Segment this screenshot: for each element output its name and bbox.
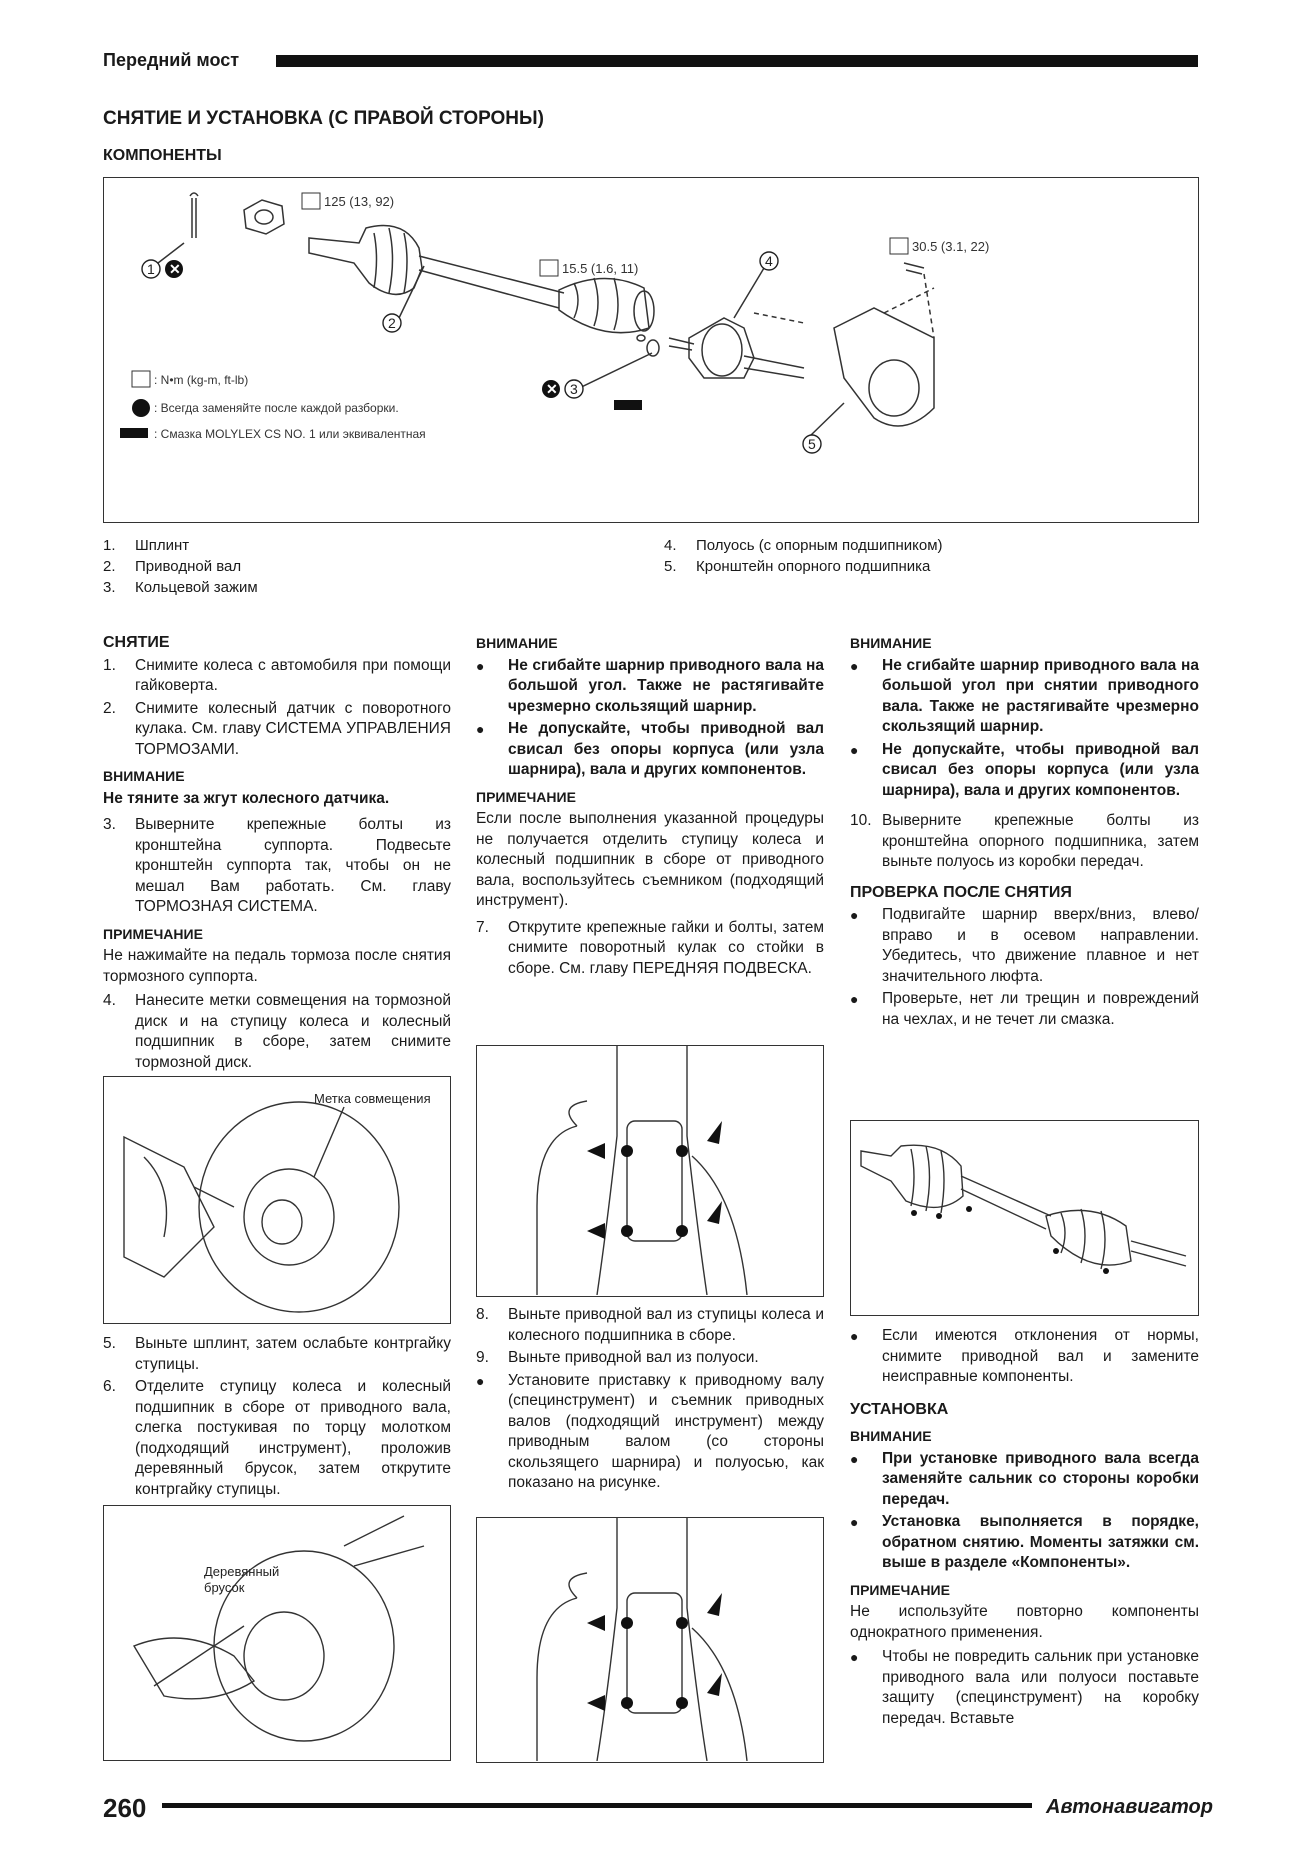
step-5: 5. Выньте шплинт, затем ослабьте контргайку ступицы.: [103, 1335, 451, 1373]
legend-item: 3. Кольцевой зажим: [103, 579, 258, 596]
arrow-icon: [587, 1615, 605, 1631]
arrow-icon: [707, 1593, 722, 1616]
step-7: 7. Открутите крепежные гайки и болты, затем снимите поворотный кулак со стойки в сборе. См. главу ПЕРЕДНЯЯ ПОДВЕСКА.: [476, 918, 824, 977]
torque-value-2: 15.5 (1.6, 11): [562, 261, 639, 276]
callout-2-label: 2: [388, 315, 396, 331]
column-1-lower: [103, 1334, 451, 1502]
torque-icon: [302, 193, 320, 209]
footer-rule: [162, 1803, 1032, 1808]
caution-bullet: ● Не сгибайте шарнир приводного вала на большой угол при снятии приводного вала. Также не растягивайте чрезмерно скользящий шарнир.: [850, 656, 1199, 738]
callout-3-label: 3: [570, 381, 578, 397]
hammer-hub-illustration: [104, 1506, 449, 1759]
boot-inspection-figure: [850, 1120, 1199, 1316]
arrow-icon: [707, 1673, 722, 1696]
callout-5-label: 5: [808, 436, 816, 452]
grease-key-icon: [120, 428, 148, 438]
torque-value-3: 30.5 (3.1, 22): [912, 239, 990, 254]
step-2: 2. Снимите колесный датчик с поворотного кулака. См. главу СИСТЕМА УПРАВЛЕНИЯ ТОРМОЗАМИ.: [103, 699, 451, 758]
page-number: 260: [103, 1793, 147, 1823]
parts-legend-right: [664, 535, 1164, 577]
parts-legend-left: [103, 535, 603, 598]
replace-key-icon: [132, 399, 150, 417]
step-3: 3. Выверните крепежные болты из кронштейна суппорта. Подвесьте кронштейн суппорта так, чтобы он не мешал Вам работать. См. главу ТОРМОЗНАЯ СИСТЕМА.: [103, 816, 451, 915]
components-heading: КОМПОНЕНТЫ: [103, 147, 222, 164]
note-text: Не нажимайте на педаль тормоза после снятия тормозного суппорта.: [103, 947, 451, 985]
header-rule: [276, 55, 1198, 67]
svg-text:✕: ✕: [546, 381, 558, 397]
drive-shaft-leak-illustration: [851, 1121, 1197, 1314]
legend-item: 2. Приводной вал: [103, 558, 242, 575]
torque-icon: [540, 260, 558, 276]
caution-bullet: ● Не сгибайте шарнир приводного вала на большой угол. Также не растягивайте чрезмерно скользящий шарнир.: [476, 656, 824, 718]
strut-bolts-illustration: [477, 1046, 822, 1295]
note-text: Если после выполнения указанной процедуры не получается отделить ступицу колеса и колесный подшипник в сборе от приводного вала, воспользуйтесь съемником (подходящий инструмент).: [476, 810, 824, 909]
wood-block-figure: [103, 1505, 451, 1761]
bullet: ● Чтобы не повредить сальник при установке приводного вала или полуоси поставьте защиту (специнструмент) на коробку передач. Вставьте: [850, 1647, 1199, 1729]
note-label: ПРИМЕЧАНИЕ: [103, 925, 203, 942]
torque-value-1: 125 (13, 92): [324, 194, 395, 209]
step-1: 1. Снимите колеса с автомобиля при помощи гайковерта.: [103, 656, 451, 694]
bearing-shape: [689, 318, 754, 378]
components-diagram: [103, 177, 1199, 523]
caution-bullet: ● Установка выполняется в порядке, обратном снятию. Моменты затяжки см. выше в разделе «Компоненты».: [850, 1512, 1199, 1574]
legend-item: 5. Кронштейн опорного подшипника: [664, 558, 931, 575]
legend-item: 1. Шплинт: [103, 537, 190, 554]
strut-figure-1: [476, 1045, 824, 1297]
column-1: [103, 633, 451, 1075]
step-9: 9. Выньте приводной вал из полуоси.: [476, 1349, 759, 1366]
svg-text:✕: ✕: [169, 261, 181, 277]
note-label: ПРИМЕЧАНИЕ: [476, 788, 576, 805]
wood-block-label-2: брусок: [204, 1580, 245, 1595]
inner-boot-shape: [559, 278, 649, 332]
callout-1-label: 1: [147, 261, 155, 277]
arrow-icon: [587, 1223, 605, 1239]
legend-item: 4. Полуось (с опорным подшипником): [664, 537, 943, 554]
caution-label: ВНИМАНИЕ: [103, 768, 185, 784]
bracket-bolt-shape: [904, 263, 924, 274]
step-10: 10. Выверните крепежные болты из кронштейна опорного подшипника, затем выньте полуось из коробки передач.: [850, 812, 1199, 870]
arrow-icon: [587, 1143, 605, 1159]
caution-label: ВНИМАНИЕ: [476, 635, 558, 651]
arrow-icon: [707, 1121, 722, 1144]
wood-block-label-1: Деревянный: [204, 1564, 280, 1579]
installation-heading: УСТАНОВКА: [850, 1400, 949, 1418]
drive-shaft-exploded-view: [104, 178, 1197, 521]
arrow-icon: [707, 1201, 722, 1224]
bullet: ● Проверьте, нет ли трещин и повреждений на чехлах, и не течет ли смазка.: [850, 989, 1199, 1030]
bullet: ● Установите приставку к приводному валу (специнструмент) и съемник приводных валов (подходящий инструмент) между приводным валом (со стороны скользящего шарнира) и полуосью, как показано на рисунке.: [476, 1371, 824, 1494]
note-label: ПРИМЕЧАНИЕ: [850, 1581, 950, 1598]
bullet: ● Если имеются отклонения от нормы, снимите приводной вал и замените неисправные компоненты.: [850, 1326, 1199, 1388]
caution-label: ВНИМАНИЕ: [850, 1428, 932, 1444]
step-8: 8. Выньте приводной вал из ступицы колеса и колесного подшипника в сборе.: [476, 1306, 824, 1344]
caution-label: ВНИМАНИЕ: [850, 635, 932, 651]
post-removal-check-heading: ПРОВЕРКА ПОСЛЕ СНЯТИЯ: [850, 883, 1072, 901]
alignment-mark-label: Метка совмещения: [314, 1091, 431, 1106]
caution-bullet: ● Не допускайте, чтобы приводной вал свисал без опоры корпуса (или узла шарнира), вала и других компонентов.: [850, 740, 1199, 802]
key-replace: : Всегда заменяйте после каждой разборки.: [154, 401, 399, 415]
column-3: [850, 633, 1199, 1032]
circlip-shape: [647, 340, 659, 356]
arrow-icon: [587, 1695, 605, 1711]
column-3-lower: [850, 1326, 1199, 1731]
bullet: ● Подвигайте шарнир вверх/вниз, влево/вправо и в осевом направлении. Убедитесь, что движение плавное и нет значительного люфта.: [850, 905, 1199, 987]
caution-text: Не тяните за жгут колесного датчика.: [103, 789, 390, 807]
alignment-mark-figure: [103, 1076, 451, 1324]
step-4: 4. Нанесите метки совмещения на тормозной диск и на ступицу колеса и колесный подшипник в сборе, затем снимите тормозной диск.: [103, 992, 451, 1071]
callout-4-label: 4: [765, 253, 773, 269]
strut-bolts-illustration-2: [477, 1518, 822, 1761]
cotter-pin-shape: [190, 193, 198, 238]
key-torque: : N•m (kg-m, ft-lb): [154, 373, 249, 387]
column-2: [476, 633, 824, 981]
caution-bullet: ● Не допускайте, чтобы приводной вал свисал без опоры корпуса (или узла шарнира), вала и других компонентов.: [476, 719, 824, 781]
running-header: Передний мост: [103, 50, 240, 70]
caution-bullet: ● При установке приводного вала всегда заменяйте сальник со стороны коробки передач.: [850, 1449, 1199, 1511]
grease-icon: [614, 400, 642, 410]
page-title: СНЯТИЕ И УСТАНОВКА (С ПРАВОЙ СТОРОНЫ): [103, 108, 544, 129]
column-2-lower: [476, 1305, 824, 1496]
torque-icon: [890, 238, 908, 254]
torque-key-icon: [132, 371, 150, 387]
brake-disc-illustration: [104, 1077, 449, 1322]
key-grease: : Смазка MOLYLEX CS NO. 1 или эквивалентная: [154, 427, 426, 441]
bearing-bracket-shape: [834, 308, 934, 426]
removal-heading: СНЯТИЕ: [103, 634, 170, 651]
note-text: Не используйте повторно компоненты однократного применения.: [850, 1603, 1199, 1641]
strut-figure-2: [476, 1517, 824, 1763]
hub-nut-shape: [244, 200, 284, 234]
step-6: 6. Отделите ступицу колеса и колесный подшипник в сборе от приводного вала, слегка постукивая по торцу молотком (подходящий инструмент), проложив деревянный брусок, затем открутите контргайку ступицы.: [103, 1378, 451, 1498]
publisher-brand: Автонавигатор: [1046, 1796, 1213, 1818]
